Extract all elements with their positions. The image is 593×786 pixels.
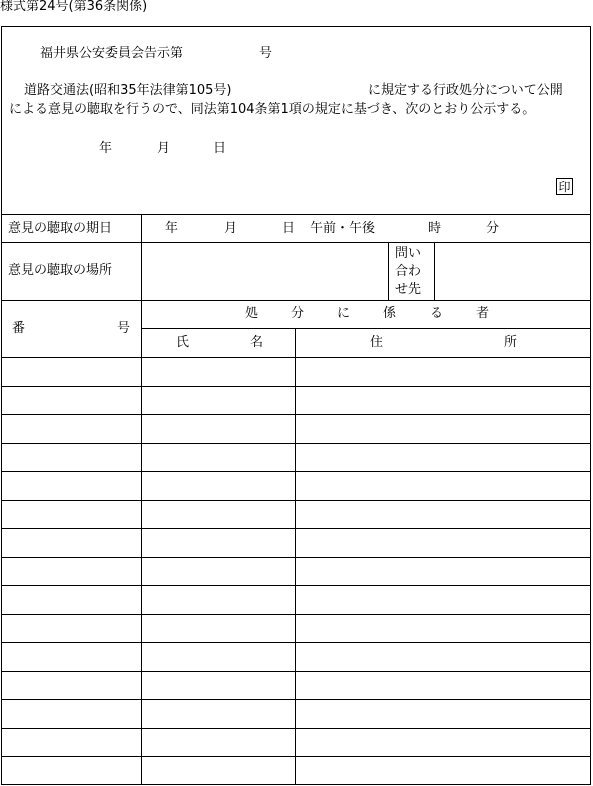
- address-header-char2: 所: [504, 335, 518, 350]
- notice-line2: による意見の聴取を行うので、同法第104条第1項の規定に基づき、次のとおり公示する。: [9, 102, 536, 117]
- group-header-char2: 分: [291, 306, 305, 321]
- divider-group-header: [141, 328, 591, 329]
- notice-date-day: 日: [213, 141, 227, 156]
- table-row-line: [1, 671, 591, 672]
- hearing-date-label: 意見の聴取の期日: [8, 221, 113, 236]
- column-line-contact-left: [388, 242, 389, 300]
- table-row-line: [1, 557, 591, 558]
- table-row-line: [1, 728, 591, 729]
- table-row-line: [1, 414, 591, 415]
- group-header-char1: 処: [245, 306, 259, 321]
- notice-title-suffix: 号: [259, 46, 273, 61]
- table-row-line: [1, 528, 591, 529]
- contact-label-line3: せ先: [395, 282, 422, 297]
- column-line-contact-right: [434, 242, 435, 300]
- name-header-char1: 氏: [176, 335, 190, 350]
- contact-label-line2: 合わ: [395, 264, 422, 279]
- group-header-char6: 者: [476, 306, 490, 321]
- hearing-hour: 時: [428, 221, 442, 236]
- table-row-line: [1, 471, 591, 472]
- table-row-line: [1, 699, 591, 700]
- group-header-char4: 係: [383, 306, 397, 321]
- address-header-char1: 住: [370, 335, 384, 350]
- hearing-date-month: 月: [224, 221, 238, 236]
- number-header-char1: 番: [12, 321, 26, 336]
- table-row-line: [1, 357, 591, 358]
- column-line-label: [141, 214, 142, 785]
- hearing-place-label: 意見の聴取の場所: [8, 263, 113, 278]
- table-row-line: [1, 585, 591, 586]
- notice-date-year: 年: [99, 141, 113, 156]
- hearing-minute: 分: [486, 221, 500, 236]
- table-row-line: [1, 614, 591, 615]
- hearing-date-year: 年: [165, 221, 179, 236]
- notice-date-month: 月: [157, 141, 171, 156]
- hearing-date-day: 日: [282, 221, 296, 236]
- table-row-line: [1, 500, 591, 501]
- form-number: 様式第24号(第36条関係): [0, 0, 148, 14]
- divider-date-row: [1, 242, 591, 243]
- column-line-name: [295, 328, 296, 785]
- table-row-line: [1, 443, 591, 444]
- divider-place-row: [1, 300, 591, 301]
- table-row-line: [1, 756, 591, 757]
- contact-label-line1: 問い: [395, 246, 422, 261]
- notice-line1-right: に規定する行政処分について公開: [368, 83, 563, 98]
- hearing-ampm: 午前・午後: [310, 221, 376, 236]
- name-header-char2: 名: [250, 335, 264, 350]
- notice-title-prefix: 福井県公安委員会告示第: [40, 46, 184, 61]
- notice-line1-left: 道路交通法(昭和35年法律第105号): [24, 83, 232, 98]
- seal-stamp: 印: [556, 178, 573, 195]
- group-header-char5: る: [430, 306, 444, 321]
- table-row-line: [1, 642, 591, 643]
- number-header-char2: 号: [117, 321, 131, 336]
- divider-notice: [1, 214, 591, 215]
- group-header-char3: に: [337, 306, 351, 321]
- table-row-line: [1, 386, 591, 387]
